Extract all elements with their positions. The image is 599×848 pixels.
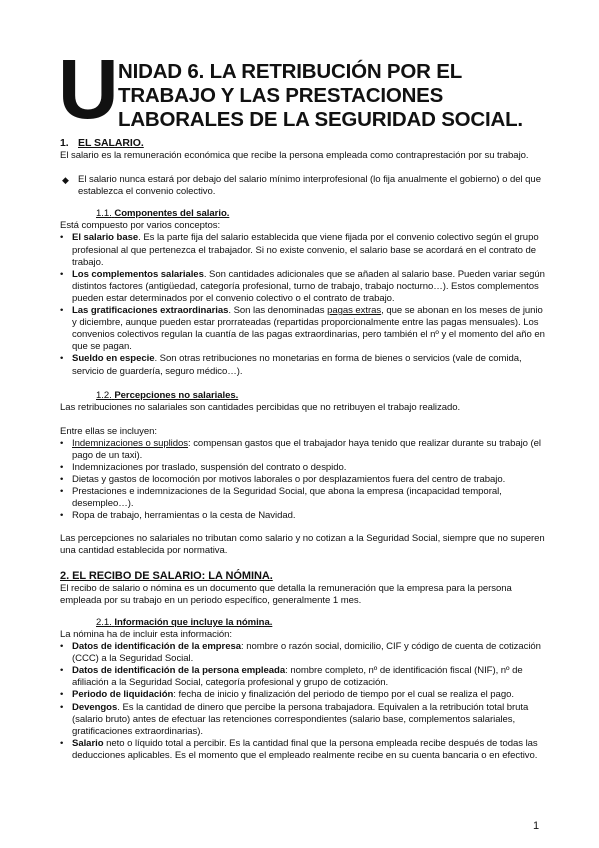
components-list [60,232,546,377]
list-item: • Los complementos salariales. Son cantidades adicionales que se añaden al salario base. Pueden variar según distintos factores (antigüedad, categoría profesional, turno de trabajo, trabajo nocturno…). Estos complementos pueden estar determinados por el convenio colectivo o el contrato de trabajo. [60,268,545,304]
item-text: , que se abonan en los meses de junio y diciembre, aunque pueden estar prorrateadas (repartidas proporcionalmente entre las pagas mensuales). Los convenios colectivos regulan la cuantía de las pagas extraordinarias, pero también el nº y el momento del año en que se pagan. [72,305,545,353]
list-item: • Prestaciones e indemnizaciones de la Seguridad Social, que abona la empresa (incapacidad temporal, desempleo…). [60,486,546,510]
subsection-heading [60,617,546,629]
paragraph: La nómina ha de incluir esta información: [60,629,233,640]
item-text: : compensan gastos que el trabajador haya tenido que realizar durante su trabajo (el pago de un taxi). [72,437,541,461]
paragraph: El salario es la remuneración económica que recibe la persona empleada como contraprestación por su trabajo. [60,150,529,161]
list-item: • Salario neto o líquido total a percibir. Es la cantidad final que la persona empleada recibe después de todas las deducciones aplicables. Es el momento que el empleado realmente recibe en su cuenta bancaria o en efectivo. [60,737,538,761]
list-item: • Ropa de trabajo, herramientas o la cesta de Navidad. [60,510,546,522]
list-item: • Datos de identificación de la empresa: nombre o razón social, domicilio, CIF y código de cuenta de cotización (CCC) a la Seguridad Social. [60,641,541,665]
paragraph: Está compuesto por varios conceptos: [60,220,221,232]
item-underlined-term: Indemnizaciones o suplidos [72,437,188,449]
section-heading: 2. EL RECIBO DE SALARIO: LA NÓMINA. [60,569,273,582]
paragraph: El recibo de salario o nómina es un documento que detalla la remuneración que la empresa para la persona empleada por su trabajo en un periodo específico, generalmente 1 mes. [60,582,512,606]
page-number: 1 [533,820,540,832]
item-text: : nombre o razón social, domicilio, CIF y código de cuenta de cotización (CCC) a la Seguridad Social. [72,641,541,665]
subsection-number: 2.1. [96,616,112,628]
list-item: • Devengos. Es la cantidad de dinero que percibe la persona trabajadora. Equivalen a la retribución total bruta (salario bruto) antes de efectuar las retenciones correspondientes (salario base, complementos salariales, gratificaciones extraordinarias). [60,701,529,737]
list-item: • Indemnizaciones por traslado, suspensión del contrato o despido. [60,462,546,474]
item-text: . Es la cantidad de dinero que percibe la persona trabajadora. Equivalen a la retribución total bruta (salario bruto) antes de efectuar las retenciones correspondientes (salario base, complementos salariales, gratificaciones extraordinarias). [72,701,529,737]
item-text: . Son otras retribuciones no monetarias en forma de bienes o servicios (vale de comida, servicio de guardería, seguro médico…). [72,353,522,377]
non-salary-list [60,438,546,523]
list-item: • Sueldo en especie. Son otras retribuciones no monetarias en forma de bienes o servicios (vale de comida, servicio de guardería, seguro médico…). [60,353,522,377]
item-text: Prestaciones e indemnizaciones de la Seguridad Social, que abona la empresa (incapacidad temporal, desempleo…). [72,486,502,510]
subsection-number: 1.2. [96,389,112,401]
subsection-number: 1.1. [96,208,112,220]
paragraph: Las retribuciones no salariales son cantidades percibidas que no retribuyen el trabajo realizado. [60,401,461,413]
paragraph: Las percepciones no salariales no tributan como salario y no cotizan a la Seguridad Social, siempre que no superen una cantidad establecida por normativa. [60,532,545,556]
title-line: TRABAJO Y LAS PRESTACIONES [118,84,444,107]
list-item: • El salario base. Es la parte fija del salario establecida que viene fijada por el convenio colectivo según el grupo profesional al que pertenezca el trabajador. Si no existe convenio, el salario base se acordará en el contrato de trabajo. [60,232,539,268]
title-line: NIDAD 6. LA RETRIBUCIÓN POR EL [118,60,463,83]
title-line: LABORALES DE LA SEGURIDAD SOCIAL. [118,108,523,131]
item-text: Dietas y gastos de locomoción por motivos laborales o por desplazamientos fuera del centro de trabajo. [72,474,506,486]
page-title [118,60,558,132]
section-heading [60,137,546,150]
item-text: . Es la parte fija del salario establecida que viene fijada por el convenio colectivo según el grupo profesional al que pertenezca el trabajador. Si no existe convenio, el salario base se acordará en el contrato de trabajo. [72,232,539,268]
subsection-heading [60,208,546,220]
list-item: • Indemnizaciones o suplidos: compensan gastos que el trabajador haya tenido que realizar durante su trabajo (el pago de un taxi). [60,437,541,461]
title-dropcap: U [58,42,117,136]
list-item: • Periodo de liquidación: fecha de inicio y finalización del periodo de tiempo por el cual se realiza el pago. [60,689,514,701]
subsection-title: Percepciones no salariales. [114,389,239,401]
document-body [60,137,546,762]
item-term: Salario [72,737,104,749]
item-term: Sueldo en especie [72,353,155,365]
item-term: El salario base [72,232,139,244]
subsection-heading [60,390,546,402]
note [60,174,546,198]
item-text: Indemnizaciones por traslado, suspensión del contrato o despido. [72,462,347,474]
item-underlined-term: pagas extras [327,305,382,317]
diamond-bullet-icon: ◆ [62,175,69,186]
list-item: • Las gratificaciones extraordinarias. Son las denominadas pagas extras, que se abonan en los meses de junio y diciembre, aunque pueden estar prorrateadas (repartidas proporcionalmente entre las pagas mensuales). Los convenios colectivos regulan la cuantía de las pagas extraordinarias, pero también el nº y el momento del año en que se pagan. [60,305,545,353]
subsection-title: Información que incluye la nómina. [114,616,273,628]
item-term: Periodo de liquidación [72,689,174,701]
item-text: neto o líquido total a percibir. Es la cantidad final que la persona empleada recibe después de todas las deducciones aplicables. Es el momento que el empleado realmente recibe en su cuenta bancaria o en efectivo. [72,737,538,761]
item-text: : nombre completo, nº de identificación fiscal (NIF), nº de afiliación a la Seguridad Social, categoría profesional y grupo de cotización. [72,665,523,689]
list-item: • Dietas y gastos de locomoción por motivos laborales o por desplazamientos fuera del centro de trabajo. [60,474,546,486]
note-text: El salario nunca estará por debajo del salario mínimo interprofesional (lo fija anualmente el gobierno) o del que establezca el convenio colectivo. [78,174,541,198]
section-title: EL SALARIO. [78,137,144,149]
item-text: . Son cantidades adicionales que se añaden al salario base. Pueden variar según distintos factores (antigüedad, categoría profesional, turno de trabajo, trabajo nocturno…). Estos complementos pueden estar determinados por el convenio colectivo o el contrato de trabajo. [72,268,545,304]
list-item: • Datos de identificación de la persona empleada: nombre completo, nº de identificación fiscal (NIF), nº de afiliación a la Seguridad Social, categoría profesional y grupo de cotización. [60,665,523,689]
item-text: Ropa de trabajo, herramientas o la cesta de Navidad. [72,510,296,522]
item-term: Las gratificaciones extraordinarias [72,305,229,317]
subsection-title: Componentes del salario. [114,208,230,220]
item-text: : fecha de inicio y finalización del periodo de tiempo por el cual se realiza el pago. [173,689,514,701]
item-term: Los complementos salariales [72,268,204,280]
item-term: Datos de identificación de la persona empleada [72,665,286,677]
section-number: 1. [60,137,69,149]
item-term: Devengos [72,701,118,713]
paragraph: Entre ellas se incluyen: [60,425,157,437]
item-term: Datos de identificación de la empresa [72,641,241,653]
item-text: . Son las denominadas [228,305,328,317]
payslip-info-list [60,641,546,762]
